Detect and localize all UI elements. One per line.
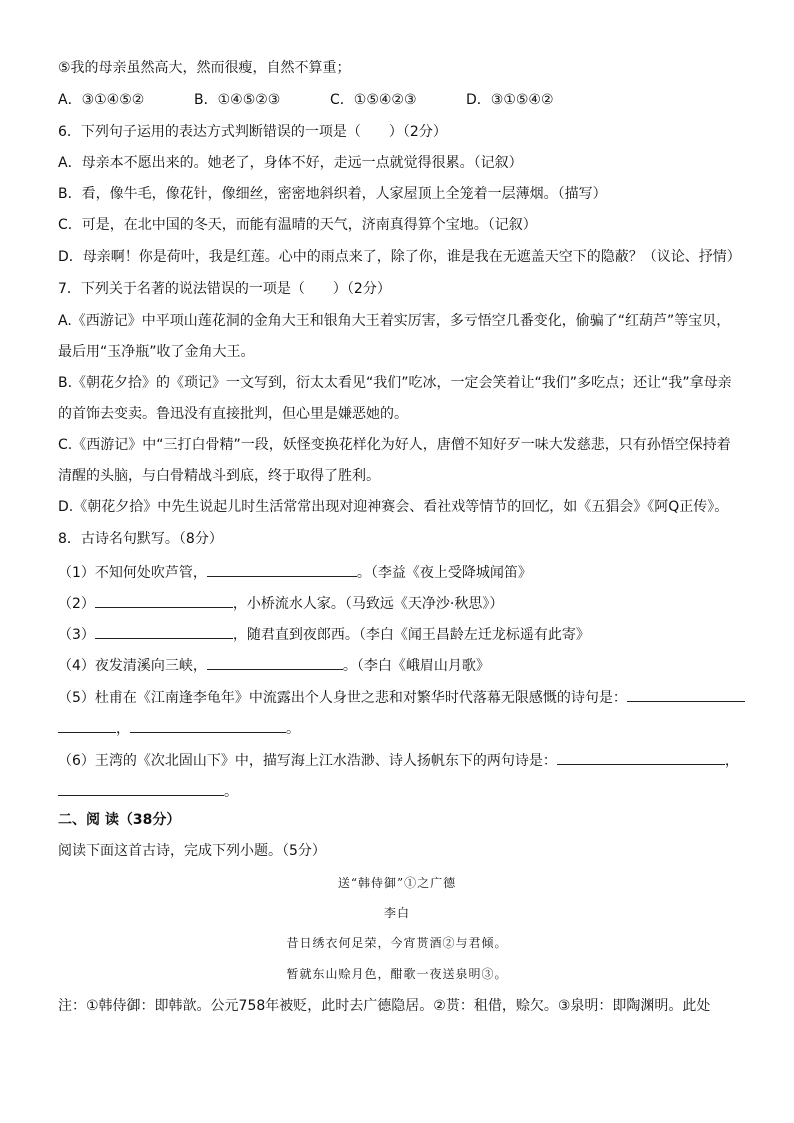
q8-2-source: ，小桥流水人家。（马致远《天净沙·秋思》）	[232, 596, 504, 612]
q8-5-blank-2[interactable]	[130, 717, 286, 733]
poem-line-2: 暂就东山赊月色，酣歌一夜送泉明③。	[286, 967, 508, 981]
q7-option-a-line1: A.《西游记》中平项山莲花洞的金角大王和银角大王着实厉害，多亏悟空几番变化，偷骗了“红葫芦”等宝贝，	[58, 313, 731, 329]
q8-1-prompt: （1）不知何处吹芦管，	[58, 565, 207, 581]
q8-item-3	[58, 623, 734, 645]
q8-4-blank[interactable]	[207, 654, 343, 670]
q8-2-blank[interactable]	[95, 592, 233, 608]
q8-2-prompt: （2）	[58, 596, 95, 612]
q8-3-prompt: （3）	[58, 627, 95, 643]
q6-option-a: A．母亲本不愿出来的。她老了，身体不好，走远一点就觉得很累。（记叙）	[58, 155, 523, 171]
q7-option-b-line1: B.《朝花夕拾》的《琐记》一文写到，衍太太看见“我们”吃冰，一定会笑着让“我们”多吃点；还让“我”拿母亲	[58, 375, 732, 391]
q6-option-d: D．母亲啊！你是荷叶，我是红莲。心中的雨点来了，除了你，谁是我在无遮盖天空下的隐蔽？（议论、抒情）	[58, 249, 741, 265]
q5-option-b: B．①④⑤②③	[194, 92, 281, 108]
q5-option-c: C．①⑤④②③	[330, 92, 417, 108]
q8-1-blank[interactable]	[207, 561, 357, 577]
q8-5-comma: ，	[116, 721, 130, 737]
q8-4-prompt: （4）夜发清溪向三峡，	[58, 658, 207, 674]
q7-option-d: D.《朝花夕拾》中先生说起儿时生活常常出现对迎神赛会、看社戏等情节的回忆，如《五猖会》《阿Q正传》。	[58, 499, 729, 515]
q8-6-comma: ，	[724, 753, 739, 769]
q8-5-period: 。	[286, 721, 300, 737]
q8-stem: 8．古诗名句默写。（8分）	[58, 531, 223, 547]
q6-option-b: B．看，像牛毛，像花针，像细丝，密密地斜织着，人家屋顶上全笼着一层薄烟。（描写）	[58, 186, 607, 202]
section-2-intro: 阅读下面这首古诗，完成下列小题。（5分）	[58, 843, 326, 859]
q8-item-2	[58, 592, 734, 614]
q6-stem: 6．下列句子运用的表达方式判断错误的一项是（ ）（2分）	[58, 124, 447, 140]
q8-4-source: 。（李白《峨眉山月歌》	[342, 658, 490, 674]
q5-item-five: ⑤我的母亲虽然高大，然而很瘦，自然不算重；	[58, 60, 351, 76]
q8-item-5	[58, 686, 734, 708]
q5-option-d: D．③①⑤④②	[466, 92, 554, 108]
q8-6-blank-1[interactable]	[557, 749, 725, 765]
q5-option-a: A．③①④⑤②	[58, 92, 145, 108]
q7-option-c-line2: 清醒的头脑，与白骨精战斗到底，终于取得了胜利。	[58, 468, 380, 484]
poem-title: 送“韩侍御”①之广德	[337, 876, 457, 890]
poem-author: 李白	[383, 906, 410, 920]
q8-6-prompt: （6）王湾的《次北固山下》中，描写海上江水浩渺、诗人扬帆东下的两句诗是：	[58, 753, 557, 769]
q5-options	[58, 90, 734, 110]
poem-notes: 注：①韩侍御：即韩歆。公元758年被贬，此时去广德隐居。②贳：租借，赊欠。③泉明：即陶渊明。此处	[58, 998, 711, 1014]
q8-3-source: ，随君直到夜郎西。（李白《闻王昌龄左迁龙标遥有此寄》	[232, 627, 590, 643]
q7-stem: 7．下列关于名著的说法错误的一项是（ ）（2分）	[58, 281, 391, 297]
q8-item-6-cont	[58, 780, 734, 802]
q8-item-5-cont	[58, 717, 734, 739]
q8-6-blank-2[interactable]	[58, 780, 224, 796]
q7-option-c-line1: C.《西游记》中“三打白骨精”一段，妖怪变换花样化为好人，唐僧不知好歹一味大发慈悲，只有孙悟空保持着	[58, 437, 731, 453]
section-2-heading: 二、阅 读（38分）	[58, 812, 181, 828]
q8-5-blank-1-cont[interactable]	[58, 717, 116, 733]
q7-option-a-line2: 最后用“玉净瓶”收了金角大王。	[58, 344, 255, 360]
q8-5-blank-1[interactable]	[627, 686, 745, 702]
q8-item-4	[58, 654, 734, 676]
poem-line-1: 昔日绣衣何足荣，今宵贳酒②与君倾。	[286, 936, 508, 950]
q8-6-period: 。	[224, 784, 238, 800]
q8-item-6	[58, 749, 739, 771]
q6-option-c: C．可是，在北中国的冬天，而能有温晴的天气，济南真得算个宝地。（记叙）	[58, 217, 537, 233]
q8-5-prompt: （5）杜甫在《江南逢李龟年》中流露出个人身世之悲和对繁华时代落幕无限感慨的诗句是：	[58, 690, 627, 706]
q8-item-1	[58, 561, 734, 583]
q7-option-b-line2: 的首饰去变卖。鲁迅没有直接批判，但心里是嫌恶她的。	[58, 406, 408, 422]
q8-3-blank[interactable]	[95, 623, 233, 639]
q8-1-source: 。（李益《夜上受降城闻笛》	[356, 565, 532, 581]
